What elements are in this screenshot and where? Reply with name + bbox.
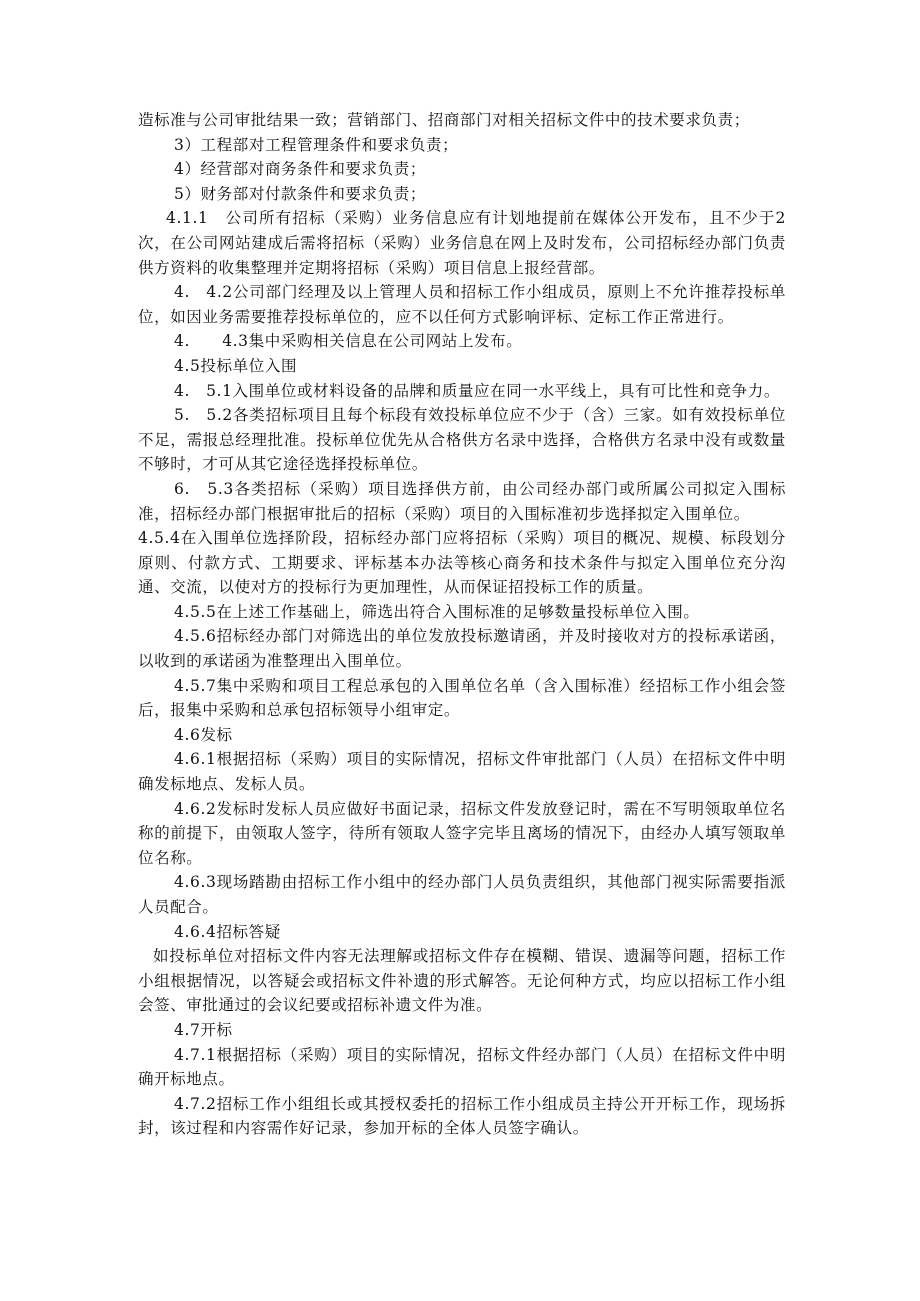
heading-4-6-4: 4.6.4招标答疑 [174, 922, 281, 941]
paragraph-4-5-1: 4. 5.1入围单位或材料设备的品牌和质量应在同一水平线上，具有可比性和竞争力。 [174, 381, 780, 400]
heading-4-5: 4.5投标单位入围 [174, 356, 298, 375]
paragraph-4-5-2: 5. 5.2各类招标项目且每个标段有效投标单位应不少于（含）三家。如有效投标单位不足，需报总经理批准。投标单位优先从合格供方名录中选择，合格供方名录中没有或数量不够时，才可从其它途径选择投标单位。 [138, 406, 786, 474]
paragraph-item-4: 4）经营部对商务条件和要求负责； [174, 160, 426, 179]
paragraph-4-5-4: 4.5.4在入围单位选择阶段，招标经办部门应将招标（采购）项目的概况、规模、标段划分原则、付款方式、工期要求、评标基本办法等核心商务和技术条件与拟定入围单位充分沟通、交流，以使对方的投标行为更加理性，从而保证招投标工作的质量。 [138, 529, 786, 597]
paragraph-item-3: 3）工程部对工程管理条件和要求负责； [174, 135, 459, 154]
paragraph-answering: 如投标单位对招标文件内容无法理解或招标文件存在模糊、错误、遗漏等问题，招标工作小组根据情况，以答疑会或招标文件补遗的形式解答。无论何种方式，均应以招标工作小组会签、审批通过的会议纪要或招标补遗文件为准。 [138, 947, 786, 1015]
document-body [138, 108, 786, 1141]
paragraph-4-4-3: 4. 4.3集中采购相关信息在公司网站上发布。 [174, 332, 523, 351]
paragraph-4-5-5: 4.5.5在上述工作基础上，筛选出符合入围标准的足够数量投标单位入围。 [174, 602, 700, 621]
paragraph-4-6-2: 4.6.2发标时发标人员应做好书面记录，招标文件发放登记时，需在不写明领取单位名称的前提下，由领取人签字，待所有领取人签字完毕且离场的情况下，由经办人填写领取单位名称。 [138, 799, 786, 867]
paragraph-item-5: 5）财务部对付款条件和要求负责； [174, 184, 426, 203]
paragraph-4-7-1: 4.7.1根据招标（采购）项目的实际情况，招标文件经办部门（人员）在招标文件中明确开标地点。 [138, 1045, 786, 1089]
paragraph-4-7-2: 4.7.2招标工作小组组长或其授权委托的招标工作小组成员主持公开开标工作，现场拆封，该过程和内容需作好记录，参加开标的全体人员签字确认。 [138, 1094, 786, 1138]
heading-4-7: 4.7开标 [174, 1020, 233, 1039]
paragraph-4-6-3: 4.6.3现场踏勘由招标工作小组中的经办部门人员负责组织，其他部门视实际需要指派人员配合。 [138, 873, 786, 916]
paragraph-4-6-1: 4.6.1根据招标（采购）项目的实际情况，招标文件审批部门（人员）在招标文件中明确发标地点、发标人员。 [138, 750, 786, 794]
paragraph-continuation: 造标准与公司审批结果一致；营销部门、招商部门对相关招标文件中的技术要求负责； [138, 111, 750, 129]
paragraph-4-5-6: 4.5.6招标经办部门对筛选出的单位发放投标邀请函，并及时接收对方的投标承诺函，以收到的承诺函为准整理出入围单位。 [138, 627, 786, 671]
paragraph-4-5-3: 6. 5.3各类招标（采购）项目选择供方前，由公司经办部门或所属公司拟定入围标准，招标经办部门根据审批后的招标（采购）项目的入围标准初步选择拟定入围单位。 [138, 479, 786, 523]
paragraph-4-4-2: 4. 4.2公司部门经理及以上管理人员和招标工作小组成员，原则上不允许推荐投标单位，如因业务需要推荐投标单位的，应不以任何方式影响评标、定标工作正常进行。 [138, 283, 786, 326]
paragraph-4-1-1: 4.1.1 公司所有招标（采购）业务信息应有计划地提前在媒体公开发布，且不少于2次，在公司网站建成后需将招标（采购）业务信息在网上及时发布，公司招标经办部门负责供方资料的收集整理并定期将招标（采购）项目信息上报经营部。 [138, 209, 786, 277]
paragraph-4-5-7: 4.5.7集中采购和项目工程总承包的入围单位名单（含入围标准）经招标工作小组会签后，报集中采购和总承包招标领导小组审定。 [138, 676, 786, 720]
heading-4-6: 4.6发标 [174, 725, 233, 744]
